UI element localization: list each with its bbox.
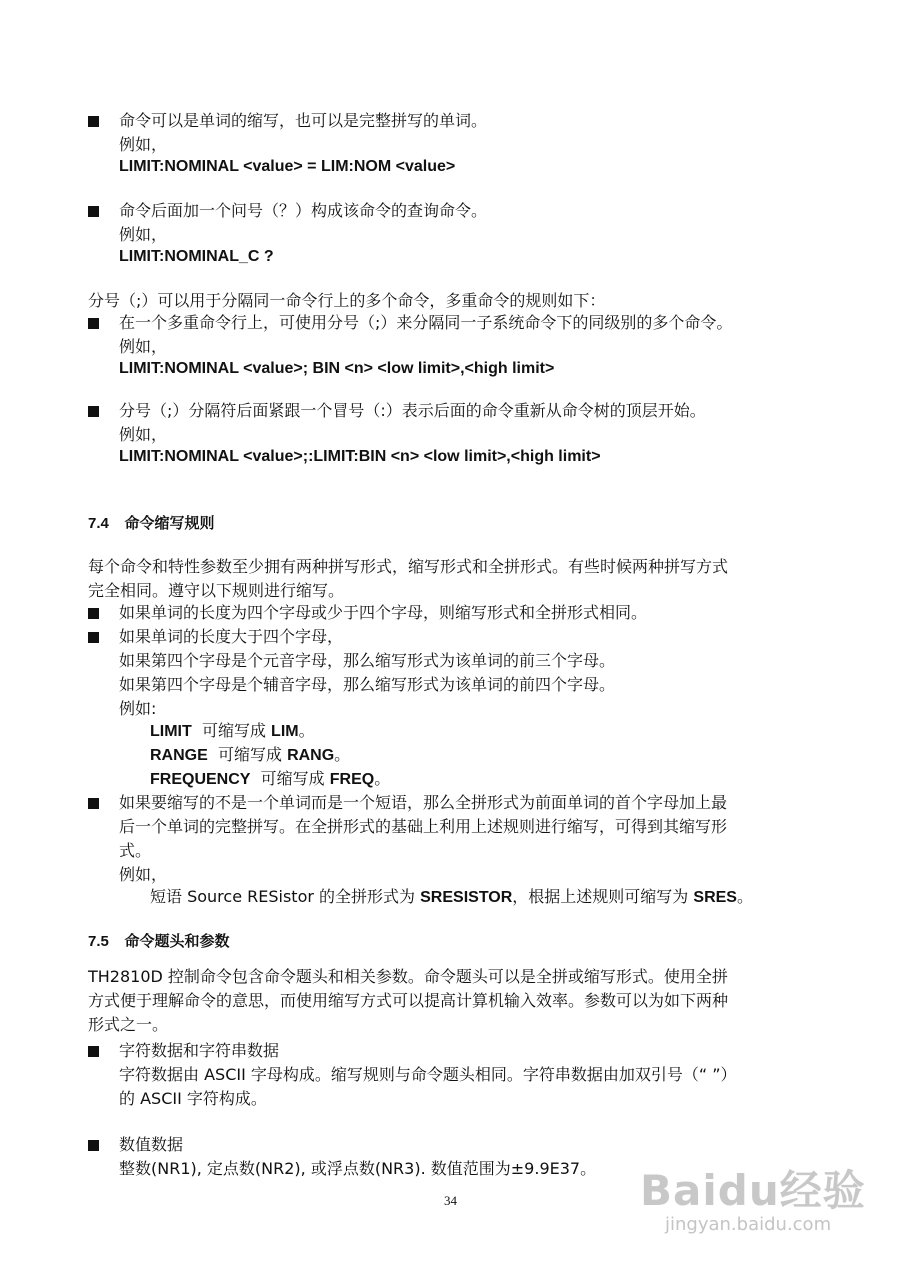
bullet-marker (88, 116, 99, 127)
abbrev-rule-2-vowel: 如果第四个字母是个元音字母，那么缩写形式为该单词的前三个字母。 (119, 651, 616, 670)
full-word: FREQUENCY (150, 771, 251, 788)
abbrev-word: LIM (271, 723, 299, 740)
code-example: LIMIT:NOMINAL_C ? (119, 248, 274, 265)
abbrev-rule-2: 如果单词的长度大于四个字母， (119, 627, 344, 646)
example-label: 例如， (119, 135, 168, 154)
baidu-watermark-url: jingyan.baidu.com (665, 1214, 832, 1235)
phrase-example (150, 886, 753, 909)
param-type-numeric: 数值数据 (119, 1135, 184, 1154)
bullet-marker (88, 632, 99, 643)
abbrev-example-limit (150, 720, 315, 743)
phrase-full-form: SRESISTOR (420, 889, 513, 906)
section-heading-7-4 (88, 512, 215, 535)
abbrev-rule-3-line2: 后一个单词的完整拼写。在全拼形式的基础上利用上述规则进行缩写，可得到其缩写形 (119, 817, 728, 836)
section-number: 7.5 (88, 933, 109, 950)
paragraph-line: 方式便于理解命令的意思，而使用缩写方式可以提高计算机输入效率。参数可以为如下两种 (88, 991, 729, 1010)
period: 。 (374, 769, 391, 788)
semicolon-intro: 分号（;）可以用于分隔同一命令行上的多个命令，多重命令的规则如下： (88, 291, 606, 310)
phrase-abbrev-form: SRES (693, 889, 737, 906)
paragraph-line: 完全相同。遵守以下规则进行缩写。 (88, 581, 345, 600)
page-number: 34 (444, 1193, 457, 1208)
bullet-marker (88, 1140, 99, 1151)
section-number: 7.4 (88, 515, 109, 532)
abbrev-connector: 可缩写成 (217, 745, 282, 764)
abbrev-word: RANG (287, 747, 335, 764)
paragraph-line: TH2810D 控制命令包含命令题头和相关参数。命令题头可以是全拼或缩写形式。使用全拼 (88, 967, 728, 986)
abbrev-connector: 可缩写成 (260, 769, 325, 788)
code-example: LIMIT:NOMINAL <value>; BIN <n> <low limit>,<high limit> (119, 360, 555, 377)
bullet-marker (88, 318, 99, 329)
code-example: LIMIT:NOMINAL <value> = LIM:NOM <value> (119, 158, 456, 175)
full-word: LIMIT (150, 723, 192, 740)
baidu-watermark-logo: Baidu经验 (640, 1166, 866, 1215)
example-label: 例如， (119, 225, 168, 244)
code-example: LIMIT:NOMINAL <value>;:LIMIT:BIN <n> <low limit>,<high limit> (119, 448, 601, 465)
period: 。 (334, 745, 351, 764)
paragraph-line: 每个命令和特性参数至少拥有两种拼写形式，缩写形式和全拼形式。有些时候两种拼写方式 (88, 557, 729, 576)
param-description: 字符数据由 ASCII 字母构成。缩写规则与命令题头相同。字符串数据由加双引号（“ ”） (119, 1065, 737, 1084)
abbrev-connector: 可缩写成 (201, 721, 266, 740)
example-label: 例如: (119, 699, 157, 718)
bullet-marker (88, 206, 99, 217)
phrase-prefix: 短语 Source RESistor 的全拼形式为 (150, 887, 416, 906)
abbrev-word: FREQ (329, 771, 375, 788)
example-label: 例如， (119, 865, 168, 884)
bullet-marker (88, 1046, 99, 1057)
section-heading-7-5 (88, 930, 230, 953)
paragraph-line: 形式之一。 (88, 1015, 169, 1034)
rule-query-text: 命令后面加一个问号（？）构成该命令的查询命令。 (119, 201, 488, 220)
param-description: 整数(NR1), 定点数(NR2), 或浮点数(NR3). 数值范围为±9.9E37。 (119, 1159, 597, 1178)
example-label: 例如， (119, 425, 168, 444)
section-title: 命令缩写规则 (124, 514, 215, 532)
bullet-marker (88, 798, 99, 809)
semicolon-rule-2: 分号（;）分隔符后面紧跟一个冒号（:）表示后面的命令重新从命令树的顶层开始。 (119, 401, 706, 420)
abbrev-rule-1: 如果单词的长度为四个字母或少于四个字母，则缩写形式和全拼形式相同。 (119, 603, 648, 622)
phrase-connector: ，根据上述规则可缩写为 (512, 887, 689, 906)
bullet-marker (88, 406, 99, 417)
example-label: 例如， (119, 337, 168, 356)
param-type-character: 字符数据和字符串数据 (119, 1041, 280, 1060)
period: 。 (298, 721, 315, 740)
rule-abbrev-text: 命令可以是单词的缩写，也可以是完整拼写的单词。 (119, 111, 488, 130)
bullet-marker (88, 608, 99, 619)
abbrev-rule-2-consonant: 如果第四个字母是个辅音字母，那么缩写形式为该单词的前四个字母。 (119, 675, 616, 694)
abbrev-example-range (150, 744, 350, 767)
semicolon-rule-1: 在一个多重命令行上，可使用分号（;）来分隔同一子系统命令下的同级别的多个命令。 (119, 313, 733, 332)
abbrev-example-frequency (150, 768, 390, 791)
full-word: RANGE (150, 747, 208, 764)
period: 。 (736, 887, 753, 906)
abbrev-rule-3-line1: 如果要缩写的不是一个单词而是一个短语，那么全拼形式为前面单词的首个字母加上最 (119, 793, 728, 812)
section-title: 命令题头和参数 (124, 932, 230, 950)
abbrev-rule-3-line3: 式。 (119, 841, 152, 860)
param-description: 的 ASCII 字符构成。 (119, 1089, 267, 1108)
